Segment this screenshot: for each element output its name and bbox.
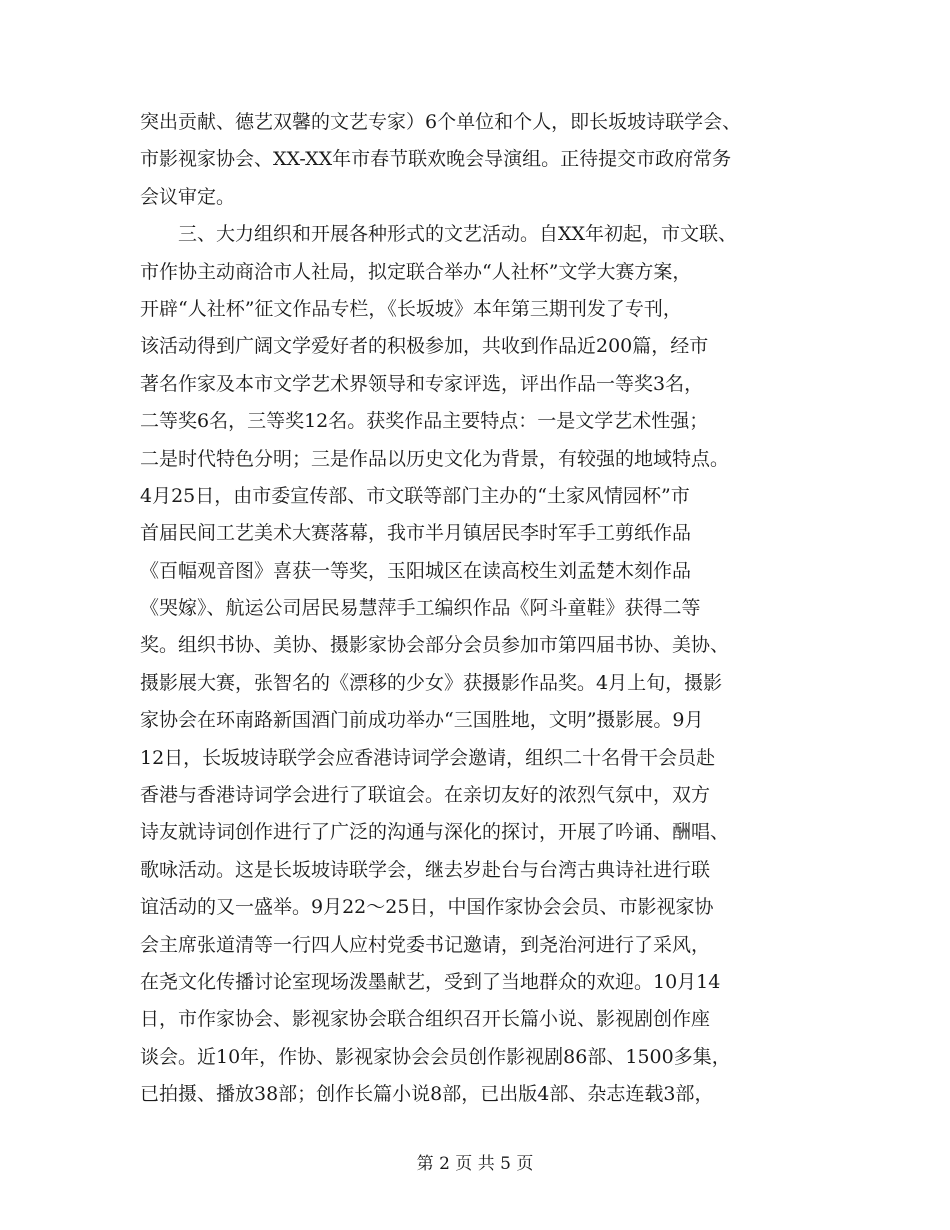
text-line: 谊活动的又一盛举。9月22～25日，中国作家协会会员、市影视家协: [140, 896, 714, 919]
text-line: 首届民间工艺美术大赛落幕，我市半月镇居民李时军手工剪纸作品: [140, 522, 692, 545]
text-line: 歌咏活动。这是长坂坡诗联学会，继去岁赴台与台湾古典诗社进行联: [140, 858, 711, 881]
page-footer: [0, 1152, 950, 1176]
text-line: 摄影展大赛，张智名的《漂移的少女》获摄影作品奖。4月上旬，摄影: [140, 671, 723, 694]
text-line: 已拍摄、播放38部；创作长篇小说8部，已出版4部、杂志连载3部，: [140, 1083, 714, 1106]
body-text: [140, 104, 820, 1114]
text-line: 著名作家及本市文学艺术界领导和专家评选，评出作品一等奖3名，: [140, 372, 704, 395]
text-line: 日，市作家协会、影视家协会联合组织召开长篇小说、影视剧创作座: [140, 1008, 711, 1031]
text-line: 《哭嫁》、航运公司居民易慧萍手工编织作品《阿斗童鞋》获得二等: [140, 597, 701, 620]
text-line: 市影视家协会、XX-XX年市春节联欢晚会导演组。正待提交市政府常务: [140, 148, 732, 171]
text-line: 该活动得到广阔文学爱好者的积极参加，共收到作品近200篇，经市: [140, 335, 709, 358]
text-line: 香港与香港诗词学会进行了联谊会。在亲切友好的浓烈气氛中，双方: [140, 784, 711, 807]
text-line: 会议审定。: [140, 185, 236, 208]
text-line: 三、大力组织和开展各种形式的文艺活动。自XX年初起，市文联、: [140, 223, 738, 246]
text-line: 4月25日，由市委宣传部、市文联等部门主办的“土家风情园杯”市: [140, 484, 690, 507]
page-number-label: 第 2 页 共 5 页: [416, 1154, 534, 1174]
text-line: 12日，长坂坡诗联学会应香港诗词学会邀请，组织二十名骨干会员赴: [140, 746, 716, 769]
text-line: 谈会。近10年，作协、影视家协会会员创作影视剧86部、1500多集，: [140, 1045, 731, 1068]
text-line: 《百幅观音图》喜获一等奖，玉阳城区在读高校生刘孟楚木刻作品: [140, 559, 692, 582]
text-line: 二是时代特色分明；三是作品以历史文化为背景，有较强的地域特点。: [140, 447, 730, 470]
text-line: 在尧文化传播讨论室现场泼墨献艺，受到了当地群众的欢迎。10月14: [140, 970, 721, 993]
text-line: 诗友就诗词创作进行了广泛的沟通与深化的探讨，开展了吟诵、酬唱、: [140, 821, 730, 844]
text-line: 突出贡献、德艺双馨的文艺专家）6个单位和个人，即长坂坡诗联学会、: [140, 111, 742, 133]
text-line: 奖。组织书协、美协、摄影家协会部分会员参加市第四届书协、美协、: [140, 634, 730, 657]
text-line: 市作协主动商洽市人社局，拟定联合举办“人社杯”文学大赛方案，: [140, 260, 692, 283]
text-line: 会主席张道清等一行四人应村党委书记邀请，到尧治河进行了采风，: [140, 933, 711, 956]
text-line: 家协会在环南路新国酒门前成功举办“三国胜地，文明”摄影展。9月: [140, 709, 704, 732]
text-line: 二等奖6名，三等奖12名。获奖作品主要特点：一是文学艺术性强；: [140, 410, 709, 433]
text-line: 开辟“人社杯”征文作品专栏，《长坂坡》本年第三期刊发了专刊，: [140, 297, 682, 320]
